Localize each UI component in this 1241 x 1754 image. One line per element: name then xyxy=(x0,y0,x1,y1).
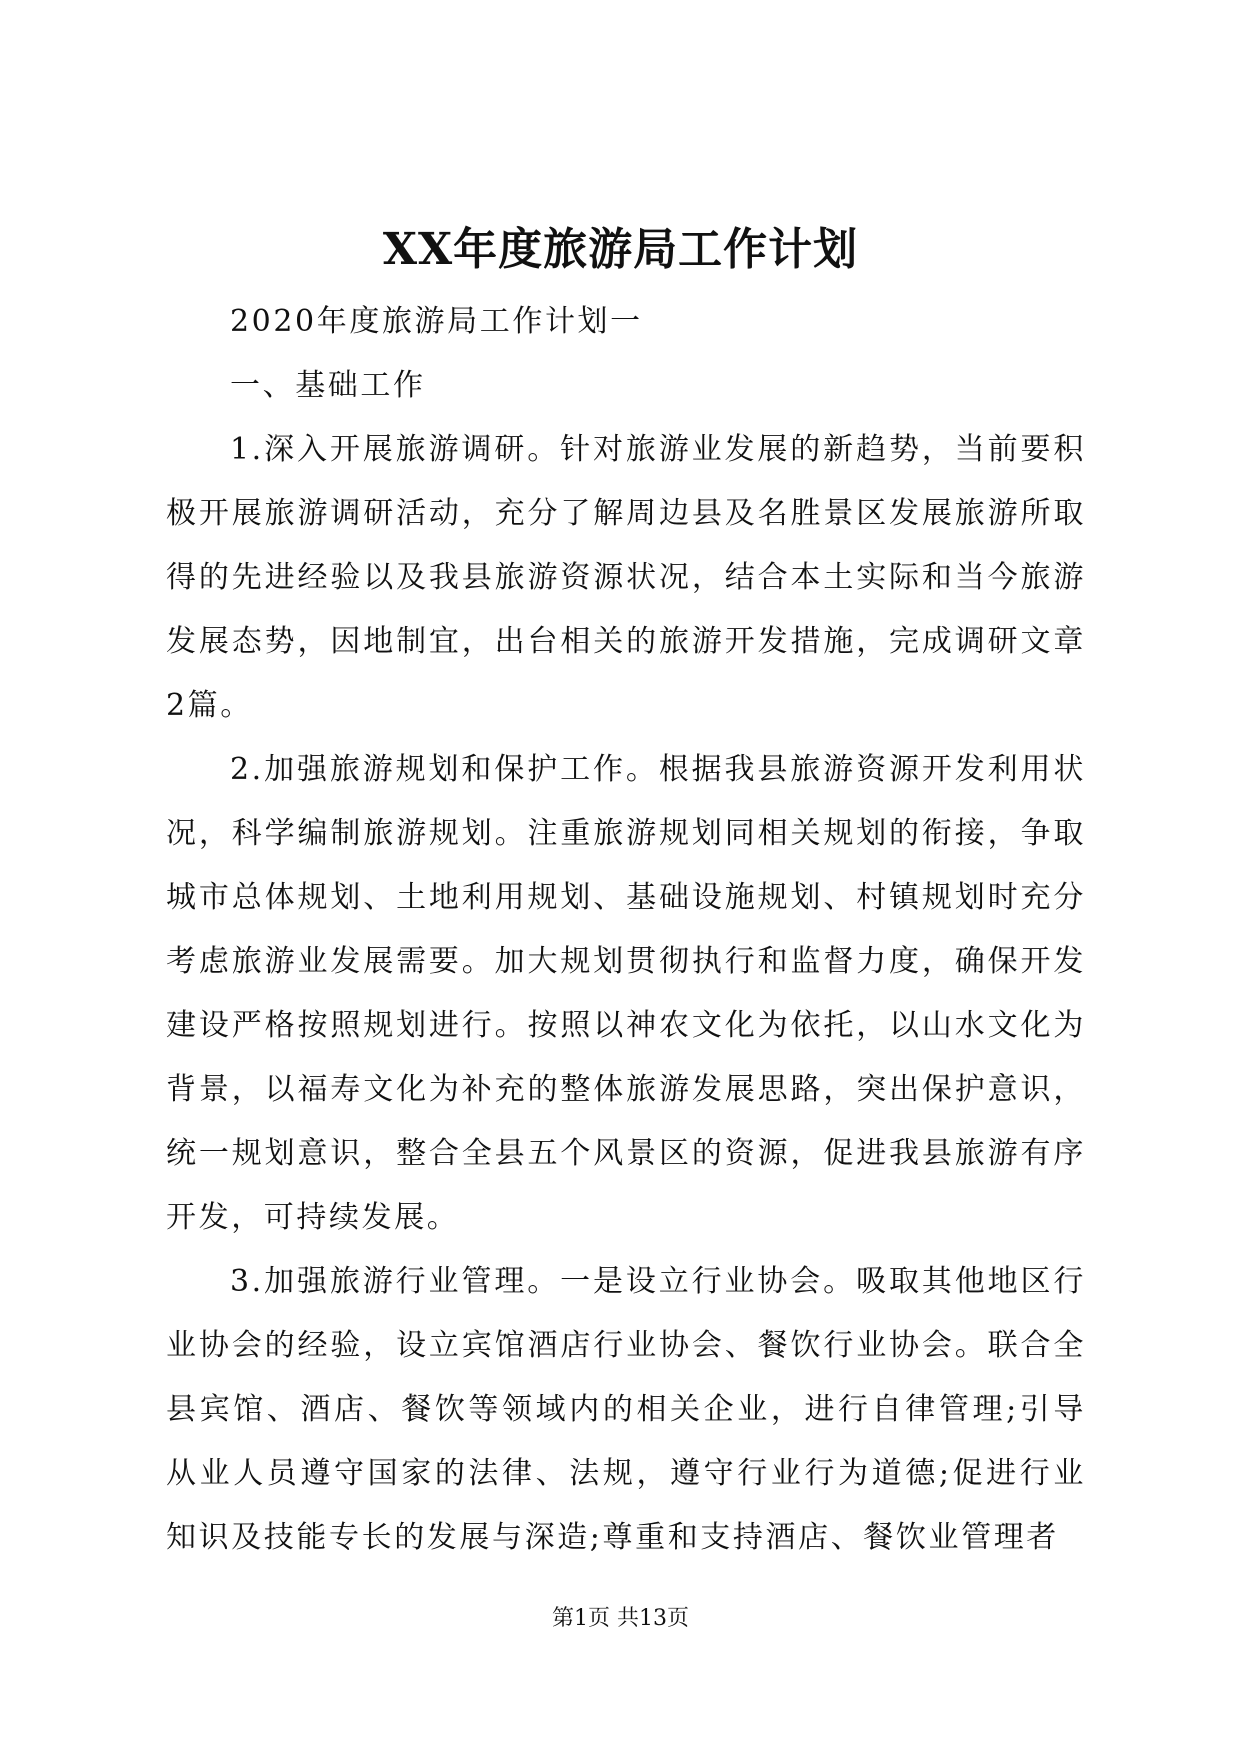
subtitle-paragraph: 2020年度旅游局工作计划一 xyxy=(230,304,643,339)
document-body xyxy=(166,290,1086,1570)
page-number-footer: 第1页 共13页 xyxy=(552,1606,689,1631)
body-paragraph-3: 3.加强旅游行业管理。一是设立行业协会。吸取其他地区行业协会的经验，设立宾馆酒店行业协会、餐饮行业协会。联合全县宾馆、酒店、餐饮等领域内的相关企业，进行自律管理;引导从业人员遵守国家的法律、法规，遵守行业行为道德;促进行业知识及技能专长的发展与深造;尊重和支持酒店、餐饮业管理者 xyxy=(166,1264,1086,1555)
section-heading: 一、基础工作 xyxy=(230,368,426,403)
document-title: XX年度旅游局工作计划 xyxy=(382,224,859,275)
body-paragraph-1: 1.深入开展旅游调研。针对旅游业发展的新趋势，当前要积极开展旅游调研活动，充分了解周边县及名胜景区发展旅游所取得的先进经验以及我县旅游资源状况，结合本土实际和当今旅游发展态势，因地制宜，出台相关的旅游开发措施，完成调研文章2篇。 xyxy=(166,432,1086,723)
body-paragraph-2: 2.加强旅游规划和保护工作。根据我县旅游资源开发利用状况，科学编制旅游规划。注重旅游规划同相关规划的衔接，争取城市总体规划、土地利用规划、基础设施规划、村镇规划时充分考虑旅游业发展需要。加大规划贯彻执行和监督力度，确保开发建设严格按照规划进行。按照以神农文化为依托，以山水文化为背景，以福寿文化为补充的整体旅游发展思路，突出保护意识，统一规划意识，整合全县五个风景区的资源，促进我县旅游有序开发，可持续发展。 xyxy=(166,752,1086,1235)
